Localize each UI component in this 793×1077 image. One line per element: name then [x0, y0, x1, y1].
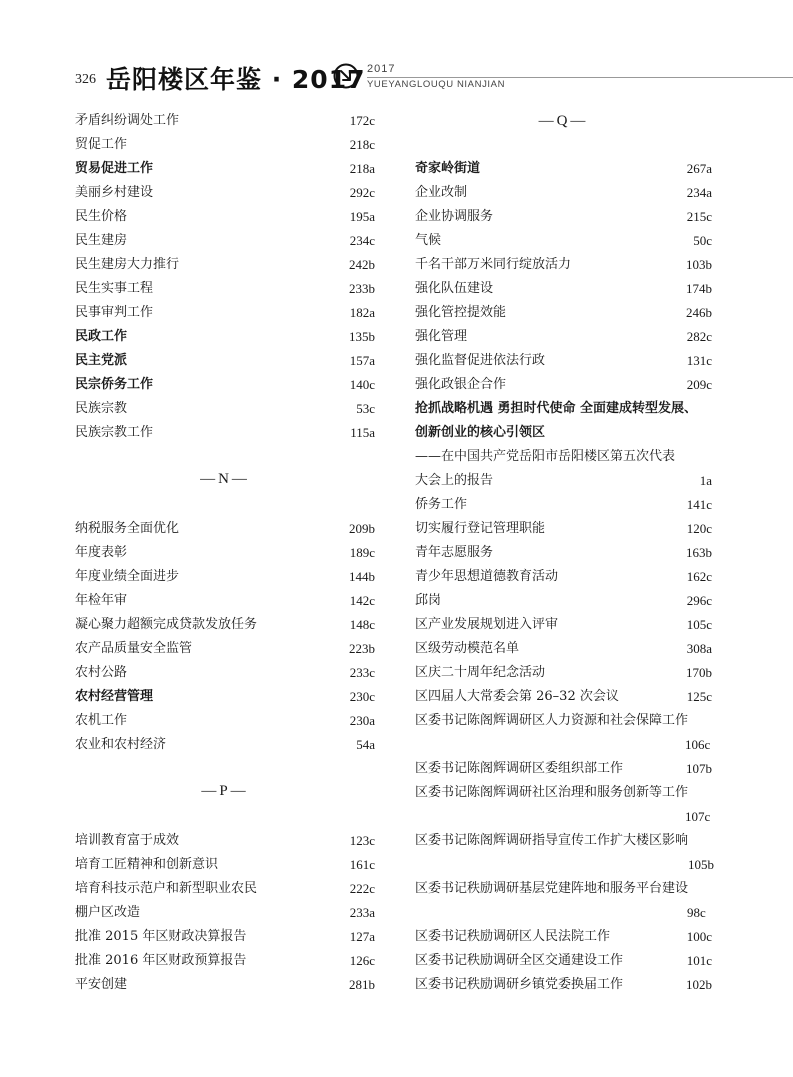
entry-page: 105b: [688, 857, 714, 872]
index-entry: [415, 565, 712, 589]
m-entries: [75, 109, 375, 445]
entry-label: 培育工匠精神和创新意识: [75, 857, 219, 872]
entry-page: 161c: [349, 857, 375, 872]
entry-page: 101c: [686, 953, 712, 968]
long-entry: [415, 829, 712, 877]
entry-page: 123c: [349, 833, 375, 848]
entry-page: 163b: [686, 545, 712, 560]
entry-label: 贸促工作: [75, 137, 128, 152]
entry-page: 234a: [686, 185, 712, 200]
index-entry: [75, 349, 375, 373]
entry-page: 242b: [349, 257, 375, 272]
index-entry: [75, 829, 375, 853]
entry-label: 区委书记秩励调研区人民法院工作: [415, 929, 611, 944]
entry-page-row: [415, 805, 712, 829]
entry-label: 区委书记秩励调研基层党建阵地和服务平台建设: [415, 881, 689, 896]
index-entry: [415, 349, 712, 373]
entry-page: 267a: [686, 161, 712, 176]
index-entry: [75, 685, 375, 709]
index-entry: [415, 541, 712, 565]
entry-page: 246b: [686, 305, 712, 320]
index-entry: [75, 397, 375, 421]
entry-page: 215c: [686, 209, 712, 224]
n-entries: [75, 517, 375, 757]
entry-label: 民生建房大力推行: [75, 257, 180, 272]
entry-label: 民族宗教: [75, 401, 128, 416]
header-year: 2017: [367, 63, 396, 75]
index-entry: [75, 109, 375, 133]
index-entry: [415, 325, 712, 349]
entry-page: 141c: [686, 497, 712, 512]
entry-page: 50c: [693, 233, 712, 248]
section-heading-p: [75, 757, 375, 829]
index-entry: [75, 133, 375, 157]
entry-page: 296c: [686, 593, 712, 608]
index-entry: [75, 421, 375, 445]
entry-page: 131c: [686, 353, 712, 368]
index-entry: [415, 517, 712, 541]
entry-label: 平安创建: [75, 977, 128, 992]
entry-label: 民宗侨务工作: [75, 377, 154, 392]
entry-label: 青少年思想道德教育活动: [415, 569, 559, 584]
entry-page: 142c: [349, 593, 375, 608]
entry-label: 农业和农村经济: [75, 737, 167, 752]
entry-page: 148c: [349, 617, 375, 632]
entry-page: 125c: [686, 689, 712, 704]
right-column: [415, 109, 712, 997]
entry-label: 千名干部万米同行绽放活力: [415, 257, 572, 272]
entry-label: 农机工作: [75, 713, 128, 728]
entry-label: 区委书记秩励调研乡镇党委换届工作: [415, 977, 624, 992]
index-entry: [75, 565, 375, 589]
entry-page: 126c: [349, 953, 375, 968]
index-entry: [415, 685, 712, 709]
entry-page: 103b: [686, 257, 712, 272]
entry-label: 矛盾纠纷调处工作: [75, 113, 180, 128]
entry-page: 135b: [349, 329, 375, 344]
page-header: [0, 0, 793, 100]
header-pinyin: YUEYANGLOUQU NIANJIAN: [367, 79, 506, 90]
entry-label: 棚户区改造: [75, 905, 141, 920]
entry-label: 民政工作: [75, 329, 128, 344]
entry-label: 年度业绩全面进步: [75, 569, 180, 584]
index-entry: [415, 589, 712, 613]
entry-page-row: [415, 733, 712, 757]
entry-page: 174b: [686, 281, 712, 296]
entry-label: 切实履行登记管理职能: [415, 521, 546, 536]
entry-label: 民主党派: [75, 353, 128, 368]
entry-label: 贸易促进工作: [75, 161, 154, 176]
entry-label: 强化管理: [415, 329, 468, 344]
entry-page: 107c: [685, 809, 711, 824]
entry-page: 182a: [349, 305, 375, 320]
index-entry: [415, 205, 712, 229]
entry-label: 区委书记秩励调研全区交通建设工作: [415, 953, 624, 968]
entry-page: 218c: [349, 137, 375, 152]
index-entry: [75, 301, 375, 325]
entry-page: 98c: [687, 905, 706, 920]
entry-label: 企业协调服务: [415, 209, 494, 224]
entry-page: 234c: [349, 233, 375, 248]
entry-label: 大会上的报告: [415, 473, 494, 488]
entry-page: 120c: [686, 521, 712, 536]
index-entry: [415, 661, 712, 685]
long-entry: [415, 781, 712, 829]
entry-page: 222c: [349, 881, 375, 896]
index-entry: [415, 493, 712, 517]
entry-page: 233c: [349, 665, 375, 680]
page-number: 326: [75, 72, 96, 87]
section-heading-n: [75, 445, 375, 517]
index-entry: [75, 541, 375, 565]
entry-page: 54a: [356, 737, 375, 752]
entry-page-row: [415, 901, 712, 925]
entry-label: 强化政银企合作: [415, 377, 507, 392]
entry-label: 区委书记陈阁辉调研指导宣传工作扩大楼区影响: [415, 833, 689, 848]
index-entry: [415, 181, 712, 205]
entry-label: 民生实事工程: [75, 281, 154, 296]
report-entry: [415, 397, 712, 493]
entry-page: 100c: [686, 929, 712, 944]
index-entry: [415, 253, 712, 277]
index-entry: [75, 517, 375, 541]
index-entry: [415, 157, 712, 181]
entry-page: 230a: [349, 713, 375, 728]
q-entries-b: [415, 493, 712, 709]
entry-label: 区委书记陈阁辉调研社区治理和服务创新等工作: [415, 785, 689, 800]
entry-label: 青年志愿服务: [415, 545, 494, 560]
entry-page: 308a: [686, 641, 712, 656]
entry-label: 凝心聚力超额完成贷款发放任务: [75, 617, 258, 632]
report-title-line: 创新创业的核心引领区: [415, 425, 546, 440]
left-column: [75, 109, 375, 997]
index-entry: [75, 373, 375, 397]
q-entries-a: [415, 157, 712, 397]
index-entry: [415, 469, 712, 493]
index-entry: [75, 853, 375, 877]
entry-label: 侨务工作: [415, 497, 468, 512]
long-entry: [415, 709, 712, 757]
entry-page: 53c: [356, 401, 375, 416]
entry-page: 144b: [349, 569, 375, 584]
section-heading-q: [415, 109, 712, 157]
p-entries: [75, 829, 375, 997]
entry-label: 培训教育富于成效: [75, 833, 180, 848]
entry-label: 农村公路: [75, 665, 128, 680]
index-entry: [75, 229, 375, 253]
entry-label: 农产品质量安全监管: [75, 641, 193, 656]
entry-page: 106c: [685, 737, 711, 752]
report-subtitle-line: ——在中国共产党岳阳市岳阳楼区第五次代表: [415, 449, 676, 464]
entry-page: 127a: [349, 929, 375, 944]
entry-label: 民生价格: [75, 209, 128, 224]
index-entry: [75, 733, 375, 757]
book-title: 岳阳楼区年鉴 · 2017: [106, 65, 366, 94]
entry-label: 民事审判工作: [75, 305, 154, 320]
index-entry: [75, 637, 375, 661]
index-entry: [75, 589, 375, 613]
index-entry: [75, 709, 375, 733]
entry-label: 强化管控提效能: [415, 305, 507, 320]
report-title-line: 抢抓战略机遇 勇担时代使命 全面建成转型发展、: [415, 401, 698, 416]
entry-page: 162c: [686, 569, 712, 584]
index-entry: [415, 301, 712, 325]
entry-label: 区四届人大常委会第 26–32 次会议: [415, 689, 619, 704]
entry-page: 292c: [349, 185, 375, 200]
entry-label: 年度表彰: [75, 545, 128, 560]
entry-label: 区产业发展规划进入评审: [415, 617, 559, 632]
entry-label: 区级劳动模范名单: [415, 641, 520, 656]
entry-label: 农村经营管理: [75, 689, 154, 704]
long-entry: [415, 877, 712, 925]
entry-page: 209c: [686, 377, 712, 392]
entry-label: 区委书记陈阁辉调研区人力资源和社会保障工作: [415, 713, 689, 728]
index-entry: [75, 949, 375, 973]
section-letter: —P—: [201, 783, 249, 799]
entry-page: 102b: [686, 977, 712, 992]
entry-page: 223b: [349, 641, 375, 656]
entry-page: 281b: [349, 977, 375, 992]
header-rule: [367, 77, 793, 78]
entry-page: 282c: [686, 329, 712, 344]
entry-page: 157a: [349, 353, 375, 368]
entry-label: 企业改制: [415, 185, 468, 200]
index-entry: [75, 613, 375, 637]
entry-page: 230c: [349, 689, 375, 704]
entry-label: 培育科技示范户和新型职业农民: [75, 881, 258, 896]
entry-page: 170b: [686, 665, 712, 680]
section-letter: —N—: [200, 471, 250, 487]
index-entry: [75, 973, 375, 997]
entry-page-row: [415, 853, 712, 877]
entry-page: 1a: [699, 473, 712, 488]
index-entry: [415, 757, 712, 781]
index-entry: [75, 901, 375, 925]
entry-label: 奇家岭街道: [415, 161, 481, 176]
entry-page: 107b: [686, 761, 712, 776]
index-entry: [75, 253, 375, 277]
index-entry: [415, 949, 712, 973]
section-letter: —Q—: [538, 113, 589, 129]
entry-page: 105c: [686, 617, 712, 632]
entry-label: 邱岗: [415, 593, 442, 608]
entry-label: 强化监督促进依法行政: [415, 353, 546, 368]
index-entry: [75, 661, 375, 685]
entry-page: 189c: [349, 545, 375, 560]
index-entry: [75, 877, 375, 901]
entry-label: 民生建房: [75, 233, 128, 248]
entry-label: 强化队伍建设: [415, 281, 494, 296]
entry-label: 美丽乡村建设: [75, 185, 154, 200]
entry-page: 172c: [349, 113, 375, 128]
entry-page: 233a: [349, 905, 375, 920]
arrow-circle-icon: [333, 63, 359, 89]
entry-page: 218a: [349, 161, 375, 176]
index-entry: [415, 637, 712, 661]
entry-page: 209b: [349, 521, 375, 536]
index-entry: [415, 277, 712, 301]
entry-label: 区庆二十周年纪念活动: [415, 665, 546, 680]
entry-page: 233b: [349, 281, 375, 296]
entry-label: 批准 2015 年区财政决算报告: [75, 929, 247, 944]
index-entry: [75, 925, 375, 949]
index-entry: [415, 925, 712, 949]
entry-label: 民族宗教工作: [75, 425, 154, 440]
entry-page: 115a: [350, 425, 375, 440]
entry-page: 195a: [349, 209, 375, 224]
entry-label: 年检年审: [75, 593, 128, 608]
entry-label: 区委书记陈阁辉调研区委组织部工作: [415, 761, 624, 776]
index-entry: [75, 325, 375, 349]
index-entry: [75, 157, 375, 181]
index-entry: [75, 181, 375, 205]
index-entry: [415, 229, 712, 253]
index-entry: [75, 205, 375, 229]
index-entry: [415, 373, 712, 397]
entry-label: 批准 2016 年区财政预算报告: [75, 953, 247, 968]
entry-label: 纳税服务全面优化: [75, 521, 180, 536]
entry-label: 气候: [415, 233, 442, 248]
entry-page: 140c: [349, 377, 375, 392]
index-entry: [75, 277, 375, 301]
index-entry: [415, 613, 712, 637]
q-entries-c: [415, 925, 712, 997]
index-entry: [415, 973, 712, 997]
